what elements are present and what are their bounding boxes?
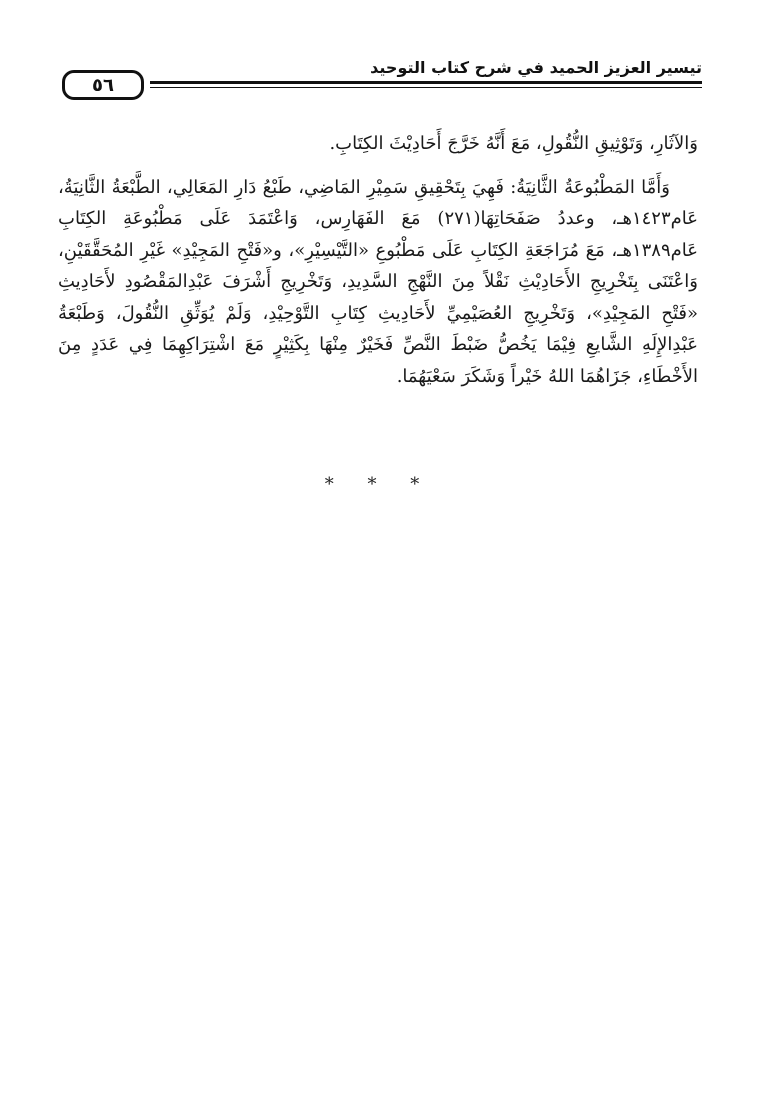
page-number: ٥٦ [62,70,144,100]
section-separator: * * * [324,474,434,495]
page-body [58,128,698,404]
page-header [62,56,702,102]
paragraph-continuation: وَالآثَارِ، وَتَوْثِيقِ النُّقُولِ، مَعَ أَنَّهُ خَرَّجَ أَحَادِيْثَ الكِتَابِ. [329,133,698,154]
running-title: تيسير العزيز الحميد في شرح كتاب التوحيد [370,58,702,77]
header-rule-thin [150,87,702,88]
paragraph-second-edition: وَأَمَّا المَطْبُوعَةُ الثَّانِيَةُ: فَهِيَ بِتَحْقِيقِ سَمِيْرِ المَاضِي، طَبْعُ دَارِ المَعَالِي، الطَّبْعَةُ الثَّانِيَةُ، عَام١٤٢٣هـ، وعددُ صَفَحَاتِهَا(٢٧١) مَعَ الفَهَارِس، وَاعْتَمَدَ عَلَى مَطْبُوعَةِ الكِتَابِ عَام١٣٨٩هـ، مَعَ مُرَاجَعَةِ الكِتَابِ عَلَى مَطْبُوعِ «التَّيْسِيْرِ»، و«فَتْحِ المَجِيْدِ» غَيْرِ المُحَقَّقَيْنِ، وَاعْتَنَى بِتَخْرِيجِ الأَحَادِيْثِ نَقْلاً مِنَ النَّهْجِ السَّدِيدِ، وَتَخْرِيجِ أَشْرَفَ عَبْدِالمَقْصُودِ لأَحَادِيثِ «فَتْحِ المَجِيْدِ»، وَتَخْرِيجِ العُصَيْمِيِّ لأَحَادِيثِ كِتَابِ التَّوْحِيْدِ، وَلَمْ يُوَثِّقِ النُّقُولَ، وَطَبْعَةُ عَبْدِالإِلَهِ الشَّايعِ فِيْمَا يَخُصُّ ضَبْطَ النَّصِّ فَخَيْرٌ مِنْهَا بِكَثِيْرٍ مَعَ اشْتِرَاكِهِمَا فِي عَدَدٍ مِنَ الأَخْطَاءِ، جَزَاهُمَا اللهُ خَيْراً وَشَكَرَ سَعْيَهُمَا. [58,176,698,387]
header-rule [150,81,702,84]
